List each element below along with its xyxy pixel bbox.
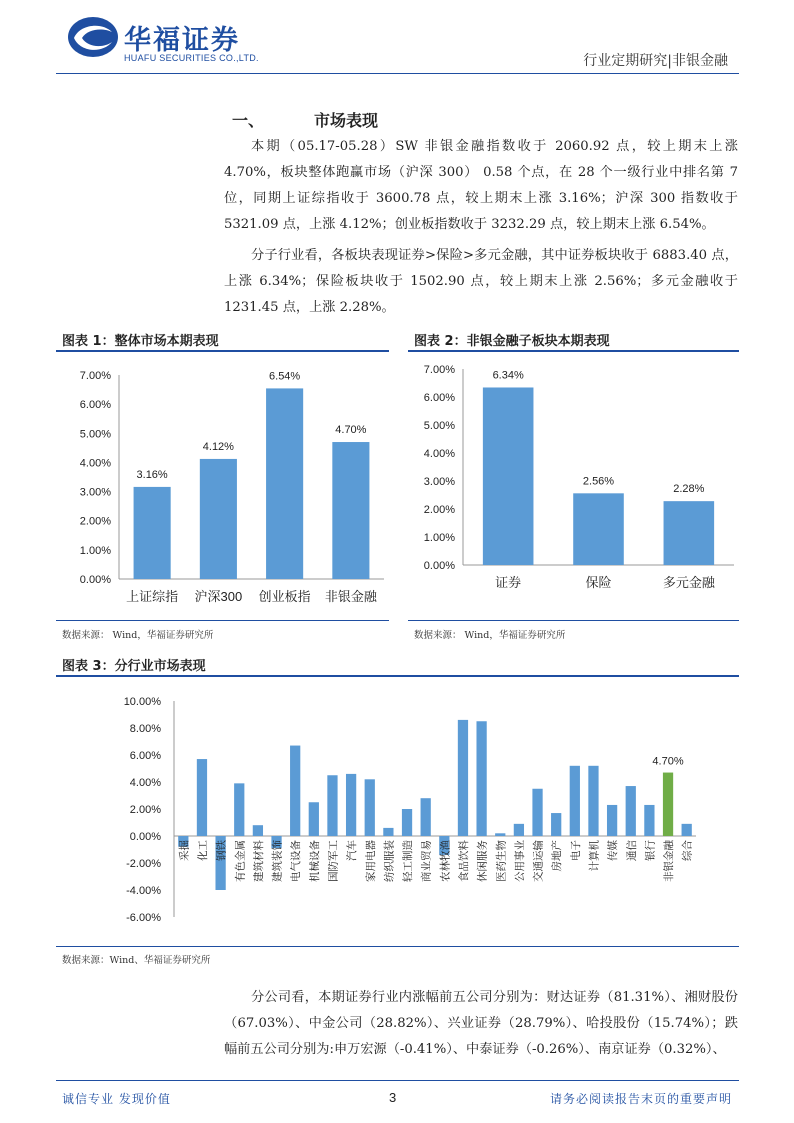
section-heading	[232, 108, 378, 131]
category-label: 采掘	[178, 840, 191, 861]
data-label: 6.34%	[492, 369, 524, 382]
bar-家用电器	[365, 779, 375, 836]
category-label: 家用电器	[364, 840, 377, 882]
category-label: 化工	[196, 840, 209, 861]
y-tick-label: 0.00%	[423, 560, 455, 572]
fig3-source: 数据来源：Wind、华福证券研究所	[62, 955, 211, 966]
fig2-title: 图表 2：非银金融子板块本期表现	[414, 334, 610, 349]
page-number: 3	[389, 1090, 397, 1105]
footer-disclaimer: 请务必阅读报告末页的重要声明	[549, 1092, 732, 1106]
category-label: 电子	[569, 840, 582, 861]
y-tick-label: 3.00%	[79, 486, 111, 499]
fig1-source: 数据来源： Wind，华福证券研究所	[62, 630, 214, 641]
fig1-bar-chart	[56, 355, 396, 615]
y-tick-label: 2.00%	[79, 515, 111, 528]
category-label: 农林牧渔	[439, 840, 452, 882]
bar-化工	[197, 759, 207, 836]
company-logo-mark	[66, 14, 120, 60]
data-label: 3.16%	[136, 468, 168, 481]
category-label: 交通运输	[532, 840, 545, 882]
category-label: 轻工制造	[402, 840, 415, 882]
y-tick-label: 3.00%	[423, 476, 455, 488]
section-number: 一、	[232, 111, 265, 130]
intro-paragraph-block	[224, 134, 738, 321]
bar-创业板指	[266, 388, 303, 579]
fig2-bar-chart	[408, 355, 739, 605]
fig1-bottom-rule	[56, 620, 389, 621]
category-label: 非银金融	[324, 589, 377, 604]
category-label: 建筑材料	[252, 840, 265, 882]
category-label: 有色金属	[234, 840, 247, 882]
bar-通信	[626, 786, 636, 836]
y-tick-label: 7.00%	[79, 370, 111, 382]
category-label: 医药生物	[495, 840, 508, 882]
category-label: 通信	[625, 840, 638, 861]
data-label: 2.28%	[673, 483, 705, 496]
y-tick-label: 1.00%	[79, 544, 111, 557]
category-label: 机械设备	[308, 840, 321, 882]
y-tick-label: -6.00%	[126, 912, 161, 924]
category-label: 纺织服装	[383, 840, 396, 882]
data-label: 4.12%	[202, 440, 234, 453]
bar-上证综指	[134, 487, 171, 579]
category-label: 休闲服务	[476, 840, 489, 882]
y-tick-label: 2.00%	[129, 804, 161, 816]
fig3-bottom-rule	[56, 946, 739, 947]
logo-chinese-name: 华福证券	[124, 25, 240, 56]
bar-有色金属	[234, 783, 244, 836]
bar-综合	[682, 824, 692, 836]
y-tick-label: 0.00%	[79, 574, 111, 586]
category-label: 计算机	[588, 840, 601, 872]
bar-沪深300	[200, 459, 237, 579]
category-label: 上证综指	[126, 589, 179, 604]
category-label: 创业板指	[258, 589, 311, 604]
paragraph-market: 本期（05.17-05.28）SW 非银金融指数收于 2060.92 点，较上期末上涨 4.70%，板块整体跑赢市场（沪深 300） 0.58 个点，在 28 个一级行业中排名第 7 位，同期上证综指收于 3600.78 点，较上期末上涨 3.16%；沪深 300 指数收于 5321.09 点，上涨 4.12%；创业板指数收于 3232.29 点，较上期末上涨 6.54%。	[224, 139, 738, 232]
bar-公用事业	[514, 824, 524, 836]
y-tick-label: 0.00%	[129, 831, 161, 843]
highlight-data-label: 4.70%	[652, 755, 684, 768]
y-tick-label: 1.00%	[423, 532, 455, 544]
y-tick-label: 6.00%	[423, 392, 455, 404]
bar-证券	[483, 387, 534, 565]
y-tick-label: 6.00%	[79, 399, 111, 412]
data-label: 2.56%	[582, 475, 615, 488]
y-tick-label: 5.00%	[79, 428, 111, 441]
header-divider	[56, 73, 739, 74]
category-label: 钢铁	[215, 840, 228, 861]
y-tick-label: 4.00%	[129, 777, 161, 789]
bar-机械设备	[309, 802, 319, 836]
bar-非银金融	[332, 442, 369, 579]
bar-国防军工	[327, 775, 337, 836]
category-label: 国防军工	[327, 840, 340, 882]
category-label: 证券	[495, 575, 522, 590]
bar-电气设备	[290, 746, 300, 836]
category-label: 沪深300	[194, 589, 243, 604]
y-tick-label: 5.00%	[423, 420, 455, 432]
category-label: 保险	[585, 575, 612, 590]
fig3-bar-chart	[56, 680, 739, 940]
bar-电子	[570, 766, 580, 836]
bar-汽车	[346, 774, 356, 836]
bar-交通运输	[532, 789, 542, 836]
data-label: 6.54%	[269, 370, 301, 383]
y-tick-label: 7.00%	[423, 364, 455, 376]
fig3-title: 图表 3：分行业市场表现	[62, 659, 206, 674]
y-tick-label: 2.00%	[423, 504, 455, 516]
y-tick-label: 8.00%	[129, 723, 161, 735]
fig2-source: 数据来源： Wind，华福证券研究所	[414, 630, 566, 641]
bar-非银金融	[663, 773, 673, 836]
bar-休闲服务	[476, 721, 486, 836]
category-label: 多元金融	[662, 575, 715, 590]
fig1-title: 图表 1：整体市场本期表现	[62, 334, 219, 349]
footer-slogan: 诚信专业 发现价值	[62, 1092, 171, 1106]
logo-english-name: HUAFU SECURITIES CO.,LTD.	[124, 53, 259, 63]
bar-食品饮料	[458, 720, 468, 836]
fig2-bottom-rule	[408, 620, 739, 621]
fig3-title-rule	[56, 675, 739, 677]
category-label: 综合	[681, 840, 694, 861]
section-title: 市场表现	[314, 111, 379, 130]
y-tick-label: 4.00%	[79, 457, 111, 470]
y-tick-label: 6.00%	[129, 750, 161, 762]
category-label: 电气设备	[290, 840, 303, 882]
bar-多元金融	[664, 501, 715, 565]
category-label: 房地产	[551, 840, 564, 872]
bar-计算机	[588, 766, 598, 836]
report-type: 行业定期研究|非银金融	[583, 53, 728, 69]
bar-轻工制造	[402, 809, 412, 836]
bar-建筑材料	[253, 825, 263, 836]
bar-医药生物	[495, 833, 505, 836]
bar-保险	[573, 493, 624, 565]
category-label: 传媒	[607, 840, 620, 861]
y-tick-label: -4.00%	[126, 885, 161, 897]
bar-房地产	[551, 813, 561, 836]
footer-divider	[56, 1080, 739, 1081]
category-label: 食品饮料	[457, 840, 470, 882]
category-label: 商业贸易	[420, 840, 433, 882]
bar-银行	[644, 805, 654, 836]
y-tick-label: 10.00%	[123, 696, 161, 708]
category-label: 银行	[644, 840, 657, 861]
bar-商业贸易	[421, 798, 431, 836]
bar-纺织服装	[383, 828, 393, 836]
closing-paragraph-block	[224, 985, 738, 1063]
data-label: 4.70%	[335, 424, 367, 437]
category-label: 非银金融	[663, 840, 676, 882]
y-tick-label: -2.00%	[126, 858, 161, 870]
category-label: 汽车	[346, 840, 359, 861]
fig2-title-rule	[408, 350, 739, 352]
fig1-title-rule	[56, 350, 389, 352]
category-label: 公用事业	[513, 840, 526, 882]
paragraph-companies: 分公司看，本期证券行业内涨幅前五公司分别为：财达证券（81.31%）、湘财股份（67.03%）、中金公司（28.82%）、兴业证券（28.79%）、哈投股份（15.74%）；跌幅前五公司分别为:申万宏源（-0.41%）、中泰证券（-0.26%）、南京证券（0.32%）、	[224, 990, 738, 1057]
y-tick-label: 4.00%	[423, 448, 455, 460]
paragraph-subsectors: 分子行业看，各板块表现证券>保险>多元金融，其中证券板块收于 6883.40 点，上涨 6.34%；保险板块收于 1502.90 点，较上期末上涨 2.56%；多元金融收于 1231.45 点，上涨 2.28%。	[224, 248, 738, 315]
bar-传媒	[607, 805, 617, 836]
category-label: 建筑装饰	[271, 840, 284, 882]
